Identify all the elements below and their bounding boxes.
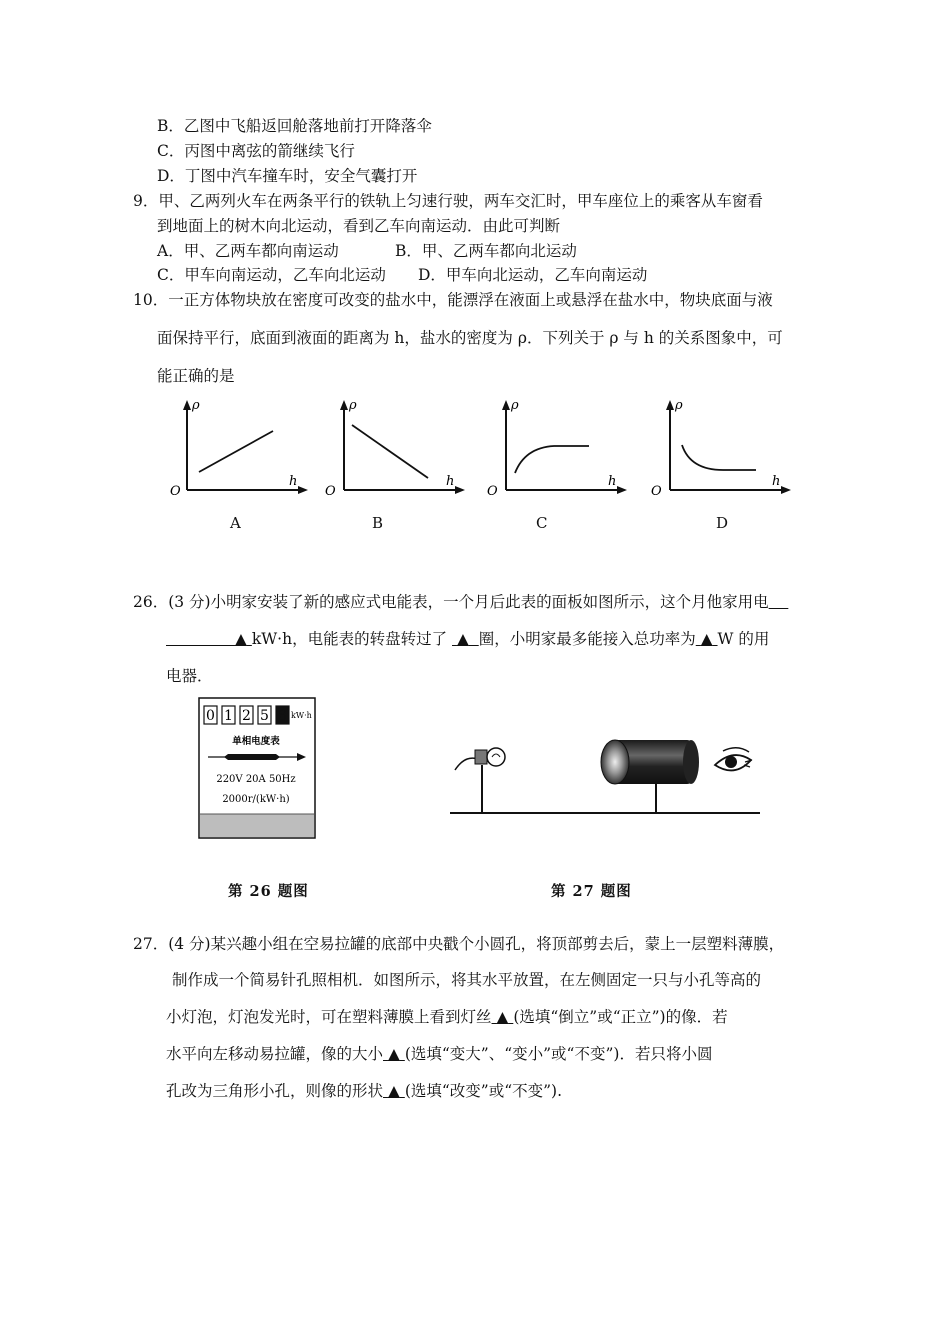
graph-c-label: C — [536, 514, 548, 532]
q26-stem-line2: ▲ kW·h，电能表的转盘转过了 ▲ 圈，小明家最多能接入总功率为 ▲ W 的用 — [166, 629, 769, 649]
q26-blank-1: ▲ — [234, 630, 247, 648]
q27-stem-line1: 27．(4 分)某兴趣小组在空易拉罐的底部中央戳个小圆孔，将顶部剪去后，蒙上一层塑料薄膜， — [133, 935, 785, 953]
meter-specs: 220V 20A 50Hz — [216, 774, 296, 785]
graph-b-origin: O — [325, 484, 336, 499]
q10-stem-line2: 面保持平行，底面到液面的距离为 h，盐水的密度为 ρ．下列关于 ρ 与 h 的关系图象中，可 — [157, 329, 783, 347]
q10-stem-line1: 10．一正方体物块放在密度可改变的盐水中，能漂浮在液面上或悬浮在盐水中，物块底面与液 — [133, 291, 773, 309]
q8-option-d: D．丁图中汽车撞车时，安全气囊打开 — [157, 167, 418, 185]
graph-d-origin: O — [651, 484, 662, 499]
graph-c-x-label: h — [608, 474, 617, 489]
meter-digit-5: 8 — [278, 708, 287, 724]
figure-27-caption: 第 27 题图 — [551, 883, 632, 900]
electric-meter-figure — [198, 697, 318, 840]
graph-a-label: A — [230, 514, 241, 532]
q8-option-b: B．乙图中飞船返回舱落地前打开降落伞 — [157, 117, 432, 135]
q27-blank-3: ▲ — [387, 1082, 400, 1100]
graph-b-label: B — [372, 514, 384, 532]
graph-d — [648, 395, 798, 505]
graph-d-label: D — [716, 514, 729, 532]
meter-digit-1: 0 — [206, 708, 215, 724]
graph-a-origin: O — [170, 484, 181, 499]
meter-digit-3: 2 — [242, 708, 251, 724]
graph-a-y-label: ρ — [192, 398, 200, 413]
graph-a-x-label: h — [289, 474, 298, 489]
graph-a — [165, 395, 315, 505]
meter-digit-4: 5 — [260, 708, 269, 724]
q27-stem-line2: 制作成一个简易针孔照相机．如图所示，将其水平放置，在左侧固定一只与小孔等高的 — [172, 971, 762, 989]
q27-stem-line3: 小灯泡，灯泡发光时，可在塑料薄膜上看到灯丝 ▲ (选填“倒立”或“正立”)的像．若 — [166, 1008, 728, 1026]
graph-b-x-label: h — [446, 474, 455, 489]
q26-blank-3: ▲ — [700, 630, 713, 648]
q26-stem-line1: 26．(3 分)小明家安装了新的感应式电能表，一个月后此表的面板如图所示，这个月他家用电 — [133, 593, 769, 611]
q27-blank-2: ▲ — [387, 1045, 400, 1063]
graph-d-y-label: ρ — [675, 398, 683, 413]
figure-26-caption: 第 26 题图 — [228, 883, 309, 900]
q9-option-d: D．甲车向北运动，乙车向南运动 — [418, 266, 648, 284]
q27-stem-line4: 水平向左移动易拉罐，像的大小 ▲ (选填“变大”、“变小”或“不变”)．若只将小圆 — [166, 1045, 713, 1063]
graph-b — [322, 395, 472, 505]
q27-blank-1: ▲ — [496, 1008, 509, 1026]
q8-option-c: C．丙图中离弦的箭继续飞行 — [157, 142, 355, 160]
q9-option-b: B．甲、乙两车都向北运动 — [395, 242, 577, 260]
q9-stem-line2: 到地面上的树木向北运动，看到乙车向南运动．由此可判断 — [157, 217, 561, 235]
graph-d-x-label: h — [772, 474, 781, 489]
meter-unit: kW·h — [291, 711, 312, 720]
q26-stem-line3: 电器． — [166, 667, 213, 685]
q9-stem-line1: 9．甲、乙两列火车在两条平行的铁轨上匀速行驶，两车交汇时，甲车座位上的乘客从车窗看 — [133, 192, 763, 210]
meter-digit-2: 1 — [224, 708, 233, 724]
graph-c-y-label: ρ — [511, 398, 519, 413]
graph-c-origin: O — [487, 484, 498, 499]
pinhole-camera-figure — [445, 730, 765, 820]
q26-blank-2: ▲ — [456, 630, 469, 648]
q27-stem-line5: 孔改为三角形小孔，则像的形状 ▲ (选填“改变”或“不变”). — [166, 1082, 563, 1100]
graph-c — [484, 395, 634, 505]
q9-option-c: C．甲车向南运动，乙车向北运动 — [157, 266, 386, 284]
graph-b-y-label: ρ — [349, 398, 357, 413]
meter-rate: 2000r/(kW·h) — [222, 794, 290, 805]
q10-stem-line3: 能正确的是 — [157, 367, 235, 385]
meter-title: 单相电度表 — [232, 736, 280, 747]
q9-option-a: A．甲、乙两车都向南运动 — [157, 242, 339, 260]
